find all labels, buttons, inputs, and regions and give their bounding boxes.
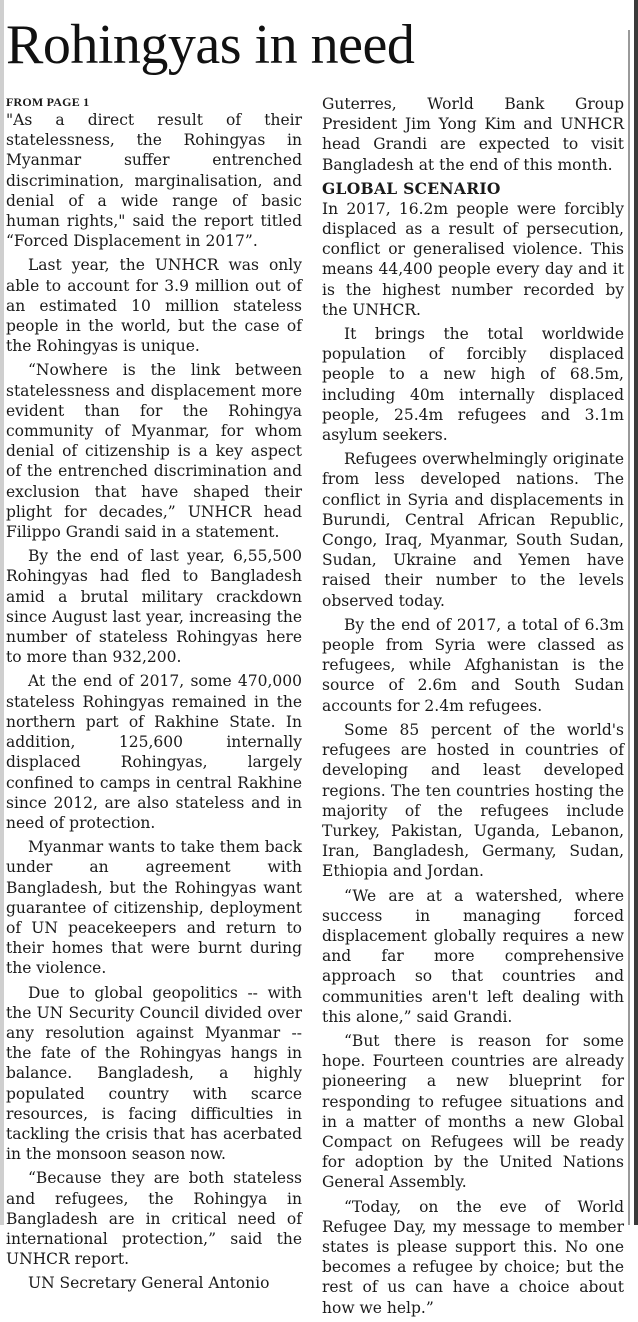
paragraph: By the end of last year, 6,55,500 Rohingyas had fled to Bangladesh amid a brutal military crackdown since August last year, increasing the number of stateless Rohingyas here to more than 932,200. [6,547,302,667]
paragraph: Refugees overwhelmingly originate from less developed nations. The conflict in Syria and displacements in Burundi, Central African Republic, Congo, Iraq, Myanmar, South Sudan, Sudan, Ukraine and Yemen have raised their number to the levels observed today. [322,450,624,610]
paragraph: "As a direct result of their statelessness, the Rohingyas in Myanmar suffer entrenched discrimination, marginalisation, and denial of a wide range of basic human rights," said the report titled “Forced Displacement in 2017”. [6,111,302,251]
right-column [322,94,624,1322]
page-edge-right [634,0,638,1225]
paragraph: Last year, the UNHCR was only able to account for 3.9 million out of an estimated 10 million stateless people in the world, but the case of the Rohingyas is unique. [6,256,302,356]
paragraph: In 2017, 16.2m people were forcibly displaced as a result of persecution, conflict or generalised violence. This means 44,400 people every day and it is the highest number recorded by the UNHCR. [322,199,624,319]
left-column [6,94,302,1298]
paragraph: At the end of 2017, some 470,000 stateless Rohingyas remained in the northern part of Rakhine State. In addition, 125,600 internally displaced Rohingyas, largely confined to camps in central Rakhine since 2012, are also stateless and in need of protection. [6,672,302,832]
paragraph: “We are at a watershed, where success in managing forced displacement globally requires a new and far more comprehensive approach so that countries and communities aren't left dealing with this alone,” said Grandi. [322,886,624,1026]
paragraph: “Today, on the eve of World Refugee Day, my message to member states is please support this. No one becomes a refugee by choice; but the rest of us can have a choice about how we help.” [322,1197,624,1317]
paragraph: “But there is reason for some hope. Fourteen countries are already pioneering a new blueprint for responding to refugee situations and in a matter of months a new Global Compact on Refugees will be ready for adoption by the United Nations General Assembly. [322,1031,624,1192]
column-rule-right [628,30,630,1225]
paragraph: It brings the total worldwide population of forcibly displaced people to a new high of 68.5m, including 40m internally displaced people, 25.4m refugees and 3.1m asylum seekers. [322,325,624,445]
paragraph: Myanmar wants to take them back under an agreement with Bangladesh, but the Rohingyas want guarantee of citizenship, deployment of UN peacekeepers and return to their homes that were burnt during the violence. [6,838,302,978]
paragraph: UN Secretary General Antonio [28,1274,270,1293]
paragraph: “Nowhere is the link between statelessness and displacement more evident than for the Rohingya community of Myanmar, for whom denial of citizenship is a key aspect of the entrenched discrimination and exclusion that have shaped their plight for decades,” UNHCR head Filippo Grandi said in a statement. [6,361,302,542]
paragraph: Some 85 percent of the world's refugees are hosted in countries of developing and least developed regions. The ten countries hosting the majority of the refugees include Turkey, Pakistan, Uganda, Lebanon, Iran, Bangladesh, Germany, Sudan, Ethiopia and Jordan. [322,720,624,881]
paragraph-continued: Guterres, World Bank Group President Jim Yong Kim and UNHCR head Grandi are expected to visit Bangladesh at the end of this month. [322,95,624,174]
subhead: GLOBAL SCENARIO [322,178,501,198]
paragraph: By the end of 2017, a total of 6.3m people from Syria were classed as refugees, while Afghanistan is the source of 2.6m and South Sudan accounts for 2.4m refugees. [322,615,624,715]
paragraph: Due to global geopolitics -- with the UN Security Council divided over any resolution against Myanmar -- the fate of the Rohingyas hangs in balance. Bangladesh, a highly populated country with scarce resources, is facing difficulties in tackling the crisis that has acerbated in the monsoon season now. [6,983,302,1164]
page-edge-left [0,0,4,1225]
kicker: FROM PAGE 1 [6,95,90,109]
headline: Rohingyas in need [6,14,415,76]
paragraph: “Because they are both stateless and refugees, the Rohingya in Bangladesh are in critical need of international protection,” said the UNHCR report. [6,1169,302,1269]
